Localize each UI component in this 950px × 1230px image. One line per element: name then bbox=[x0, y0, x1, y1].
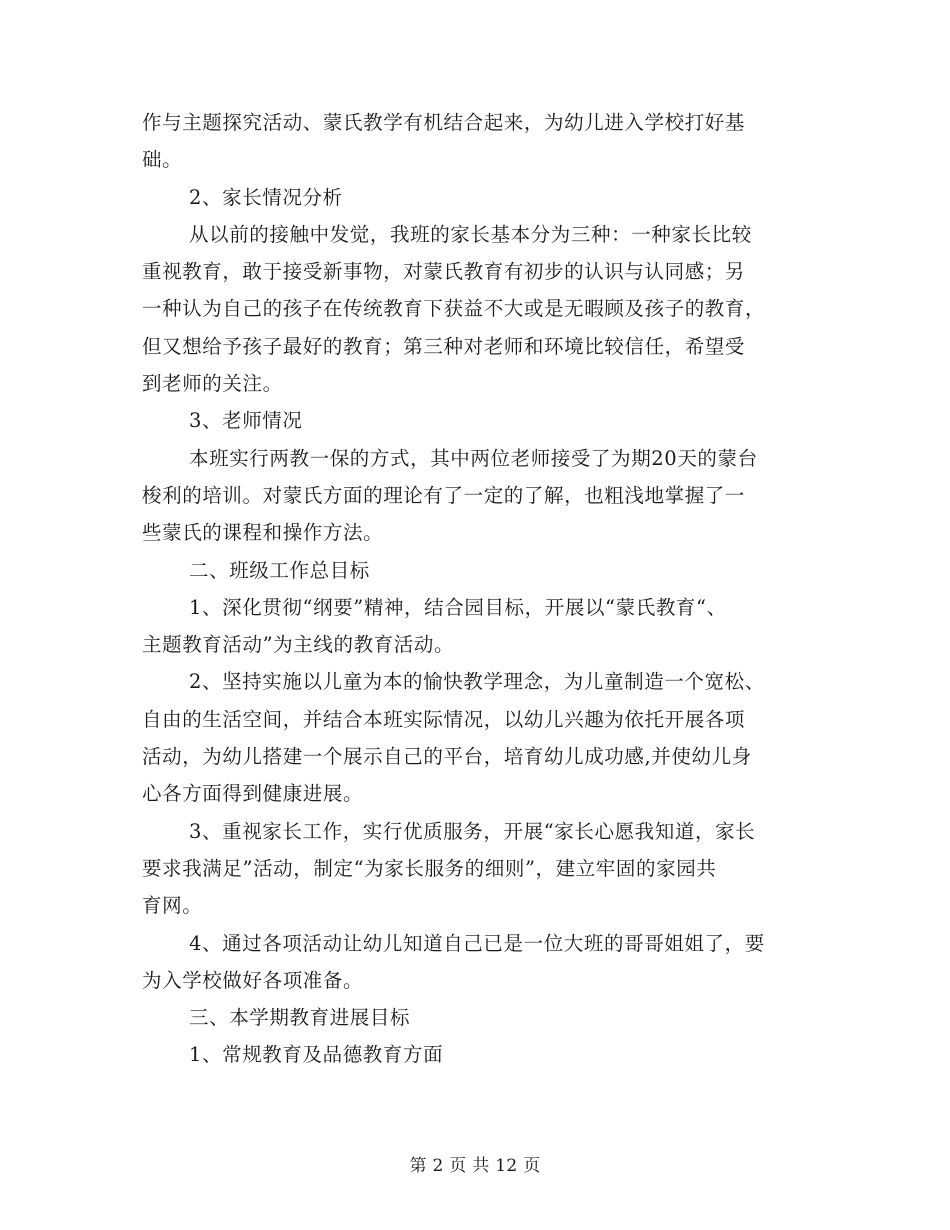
text-line: 但又想给予孩子最好的教育；第三种对老师和环境比较信任，希望受 bbox=[142, 334, 746, 358]
text-line: 些蒙氏的课程和操作方法。 bbox=[142, 521, 384, 545]
text-line: 主题教育活动”为主线的教育活动。 bbox=[142, 633, 455, 657]
section-heading: 三、本学期教育进展目标 bbox=[189, 1006, 411, 1030]
section-heading: 1、常规教育及品德教育方面 bbox=[189, 1043, 444, 1067]
text-line: 活动，为幼儿搭建一个展示自己的平台，培育幼儿成功感,并使幼儿身 bbox=[142, 745, 752, 769]
page-number-footer: 第 2 页 共 12 页 bbox=[409, 1156, 541, 1176]
text-line: 从以前的接触中发觉，我班的家长基本分为三种：一种家长比较 bbox=[189, 222, 752, 246]
text-line: 自由的生活空间，并结合本班实际情况，以幼儿兴趣为依托开展各项 bbox=[142, 707, 746, 731]
text-line: 作与主题探究活动、蒙氏教学有机结合起来，为幼儿进入学校打好基 bbox=[142, 111, 746, 134]
text-line: 本班实行两教一保的方式，其中两位老师接受了为期20天的蒙台 bbox=[189, 446, 758, 470]
text-line: 2、坚持实施以儿童为本的愉快教学理念，为儿童制造一个宽松、 bbox=[189, 670, 765, 694]
text-line: 到老师的关注。 bbox=[142, 372, 283, 396]
text-line: 育网。 bbox=[142, 894, 203, 918]
text-line: 1、深化贯彻“纲要”精神，结合园目标，开展以“蒙氏教育“、 bbox=[189, 595, 727, 619]
section-heading: 3、老师情况 bbox=[189, 409, 303, 433]
text-line: 重视教育，敢于接受新事物，对蒙氏教育有初步的认识与认同感；另 bbox=[142, 260, 746, 284]
text-line: 础。 bbox=[142, 148, 183, 172]
text-line: 3、重视家长工作，实行优质服务，开展“家长心愿我知道，家长 bbox=[189, 819, 756, 843]
text-line: 梭利的培训。对蒙氏方面的理论有了一定的了解，也粗浅地掌握了一 bbox=[142, 483, 746, 507]
text-line: 4、通过各项活动让幼儿知道自己已是一位大班的哥哥姐姐了，要 bbox=[189, 931, 765, 955]
text-line: 为入学校做好各项准备。 bbox=[142, 968, 364, 992]
text-line: 心各方面得到健康进展。 bbox=[142, 782, 364, 806]
text-line: 一种认为自己的孩子在传统教育下获益不大或是无暇顾及孩子的教育， bbox=[142, 297, 766, 321]
section-heading: 2、家长情况分析 bbox=[189, 185, 343, 209]
text-line: 要求我满足”活动，制定“为家长服务的细则”，建立牢固的家园共 bbox=[142, 856, 717, 880]
section-heading: 二、班级工作总目标 bbox=[189, 558, 370, 582]
document-body bbox=[142, 104, 810, 1074]
